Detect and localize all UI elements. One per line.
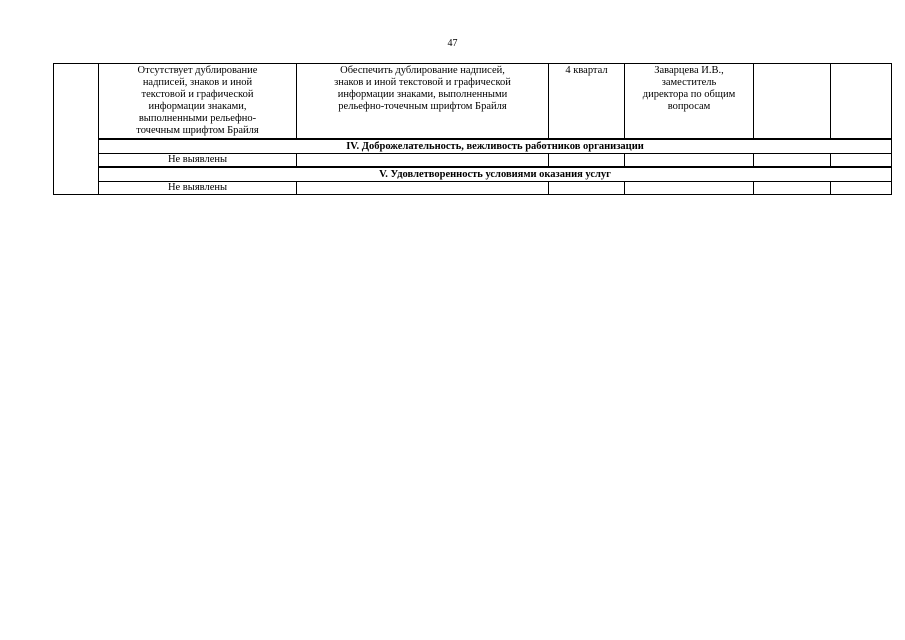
result-cell (754, 154, 831, 168)
problem-line: выполненными рельефно- (138, 113, 257, 124)
section-header-row (54, 167, 892, 182)
table-row-braille (54, 64, 892, 140)
responsible-line: заместитель (661, 77, 717, 88)
measures-table (53, 63, 892, 195)
problem-line: надписей, знаков и иной (142, 77, 253, 88)
problem-cell (99, 64, 297, 140)
problem-line: точечным шрифтом Брайля (136, 125, 259, 136)
measure-line: информации знаками, выполненными (337, 89, 508, 100)
responsible-line: Заварцева И.В., (654, 65, 724, 76)
deadline-cell (549, 182, 625, 195)
measure-cell (297, 154, 549, 168)
index-cell (54, 64, 99, 195)
measure-cell (297, 64, 549, 140)
problem-cell: Не выявлены (99, 182, 297, 195)
problem-line: информации знаками, (148, 101, 247, 112)
table-row (54, 182, 892, 195)
problem-line: текстовой и графической (141, 89, 254, 100)
table-row (54, 154, 892, 168)
responsible-line: директора по общим (642, 89, 736, 100)
page-number: 47 (447, 38, 458, 49)
deadline-cell (549, 154, 625, 168)
responsible-cell (625, 64, 754, 140)
section-title: V. Удовлетворенность условиями оказания услуг (99, 167, 892, 182)
responsible-line: вопросам (667, 101, 711, 112)
measure-line: знаков и иной текстовой и графической (334, 77, 511, 88)
section-header-row (54, 139, 892, 154)
responsible-cell (625, 154, 754, 168)
measure-line: Обеспечить дублирование надписей, (340, 65, 505, 76)
deadline-cell: 4 квартал (549, 64, 625, 140)
date-cell (831, 64, 892, 140)
problem-cell: Не выявлены (99, 154, 297, 168)
responsible-cell (625, 182, 754, 195)
date-cell (831, 182, 892, 195)
result-cell (754, 182, 831, 195)
measure-cell (297, 182, 549, 195)
section-title: IV. Доброжелательность, вежливость работников организации (99, 139, 892, 154)
date-cell (831, 154, 892, 168)
result-cell (754, 64, 831, 140)
problem-line: Отсутствует дублирование (137, 65, 258, 76)
measure-line: рельефно-точечным шрифтом Брайля (338, 101, 507, 112)
